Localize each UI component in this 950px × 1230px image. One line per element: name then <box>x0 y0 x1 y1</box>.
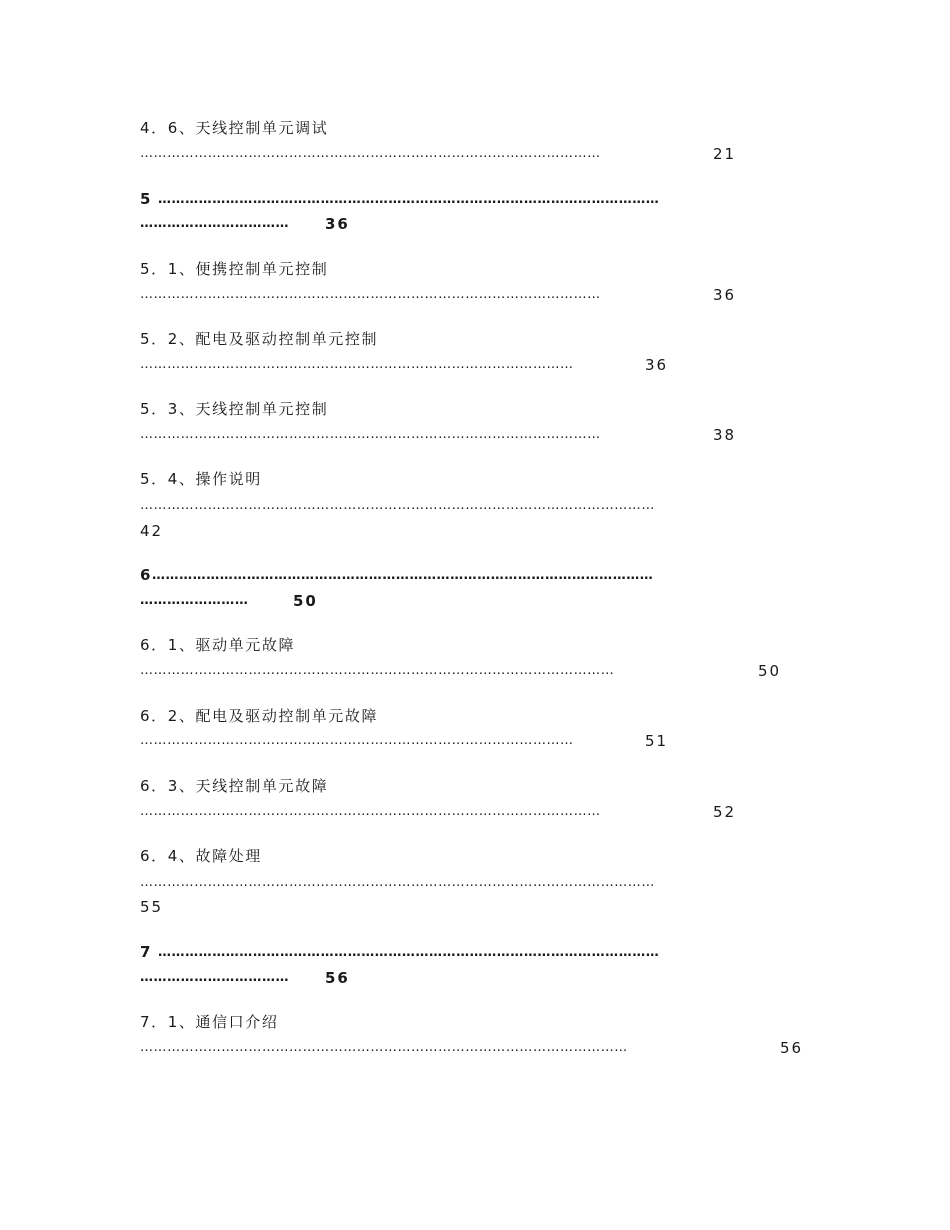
toc-page-number[interactable]: 50 <box>293 592 318 610</box>
toc-entry-title[interactable]: 6．2、配电及驱动控制单元故障 <box>140 707 379 725</box>
toc-chapter-number[interactable]: 6 <box>140 566 153 584</box>
toc-page-number[interactable]: 50 <box>758 662 782 680</box>
toc-entry-title[interactable]: 6．1、驱动单元故障 <box>140 636 296 654</box>
toc-leader-dots: ………………………………………………………………………………………… <box>140 804 601 819</box>
toc-leader-dots: …………………………………………………………………………………………………… <box>140 498 655 513</box>
toc-page-number[interactable]: 38 <box>713 426 737 444</box>
toc-entry-title[interactable]: 5．3、天线控制单元控制 <box>140 400 329 418</box>
toc-chapter-number[interactable]: 7 <box>140 943 153 961</box>
toc-leader-dots: ………………………………………………………………………………………… <box>140 146 601 161</box>
toc-entry-title[interactable]: 5．4、操作说明 <box>140 470 262 488</box>
toc-entry-title[interactable]: 6．3、天线控制单元故障 <box>140 777 329 795</box>
toc-page-number[interactable]: 36 <box>645 356 669 374</box>
toc-leader-dots: ………………………………………………………………………………………………… <box>158 945 660 960</box>
toc-page-number[interactable]: 55 <box>140 898 164 916</box>
toc-leader-dots: …………………………… <box>140 970 290 985</box>
toc-entry-title[interactable]: 5．2、配电及驱动控制单元控制 <box>140 330 379 348</box>
toc-leader-dots: …………………………………………………………………………………………… <box>140 663 615 678</box>
toc-leader-dots: ………………………………………………………………………………………… <box>140 427 601 442</box>
toc-leader-dots: ……………………………………………………………………………………………… <box>140 1040 628 1055</box>
toc-entry-title[interactable]: 5．1、便携控制单元控制 <box>140 260 329 278</box>
toc-leader-dots: …………………………………………………………………………………………………… <box>140 875 655 890</box>
toc-page-number[interactable]: 52 <box>713 803 737 821</box>
toc-page-number[interactable]: 51 <box>645 732 669 750</box>
toc-page-number[interactable]: 36 <box>713 286 737 304</box>
toc-page-number[interactable]: 21 <box>713 145 737 163</box>
toc-chapter-number[interactable]: 5 <box>140 190 153 208</box>
toc-page-number[interactable]: 42 <box>140 522 164 540</box>
toc-leader-dots: ………………………………………………………………………………………………… <box>152 568 654 583</box>
toc-leader-dots: …………………………………………………………………………………… <box>140 357 574 372</box>
toc-entry-title[interactable]: 7．1、通信口介绍 <box>140 1013 279 1031</box>
toc-page-number[interactable]: 56 <box>325 969 350 987</box>
toc-page-number[interactable]: 56 <box>780 1039 804 1057</box>
toc-leader-dots: …………………… <box>140 593 249 608</box>
toc-leader-dots: ………………………………………………………………………………………………… <box>158 192 660 207</box>
toc-entry-title[interactable]: 6．4、故障处理 <box>140 847 262 865</box>
toc-leader-dots: …………………………… <box>140 216 290 231</box>
toc-entry-title[interactable]: 4．6、天线控制单元调试 <box>140 119 329 137</box>
toc-leader-dots: …………………………………………………………………………………… <box>140 733 574 748</box>
toc-leader-dots: ………………………………………………………………………………………… <box>140 287 601 302</box>
toc-page-number[interactable]: 36 <box>325 215 350 233</box>
